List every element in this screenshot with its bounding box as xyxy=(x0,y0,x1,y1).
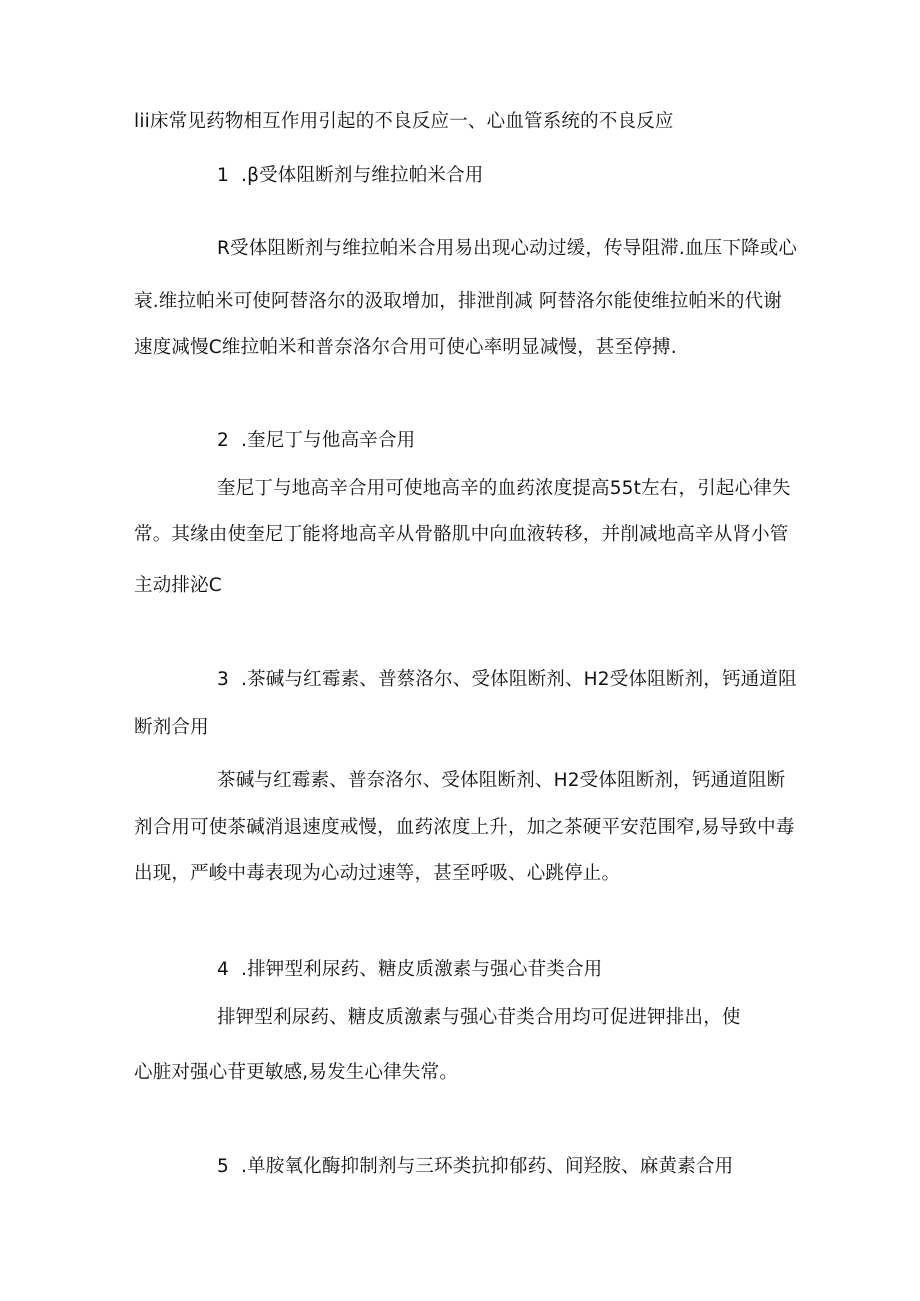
section-2-heading-text: .奎尼丁与他高辛合用 xyxy=(241,430,416,451)
section-3-heading-text: .茶碱与红霉素、普蔡洛尔、受体阻断剂、H2受体阻断剂，钙通道阻 xyxy=(241,669,797,690)
section-3-number: 3 xyxy=(217,669,229,690)
section-1-heading xyxy=(217,164,484,188)
section-5-heading-text: .单胺氧化酶抑制剂与三环类抗抑郁药、间羟胺、麻黄素合用 xyxy=(241,1156,734,1177)
section-3-heading-line-1 xyxy=(217,668,797,692)
section-1-number: 1 xyxy=(217,165,229,186)
document-title: lii床常见药物相互作用引起的不良反应一、心血管系统的不良反应 xyxy=(134,111,674,132)
section-2-paragraph-line-2: 常。其缘由使奎尼丁能将地高辛从骨骼肌中向血液转移，并削减地高辛从肾小管 xyxy=(134,524,789,545)
section-3-heading-line-2: 断剂合用 xyxy=(134,717,209,738)
section-2-paragraph-line-1: 奎尼丁与地高辛合用可使地高辛的血药浓度提高55t左右，引起心律失 xyxy=(217,478,791,499)
section-1-paragraph-line-3: 速度减慢C维拉帕米和普奈洛尔合用可使心率明显减慢，甚至停搏. xyxy=(134,337,677,358)
section-4-number: 4 xyxy=(217,959,229,980)
section-2-heading xyxy=(217,429,415,453)
section-4-heading xyxy=(217,958,602,982)
section-4-heading-text: .排钾型利尿药、糖皮质激素与强心苷类合用 xyxy=(241,959,603,980)
section-1-heading-text: .β受体阻断剂与维拉帕米合用 xyxy=(241,165,484,186)
section-1-paragraph-line-2: 衰.维拉帕米可使阿替洛尔的汲取增加，排泄削减 阿替洛尔能使维拉帕米的代谢 xyxy=(134,291,782,312)
section-5-number: 5 xyxy=(217,1156,229,1177)
section-5-heading xyxy=(217,1155,733,1179)
section-4-paragraph-line-1: 排钾型利尿药、糖皮质激素与强心苷类合用均可促进钾排出，使 xyxy=(217,1007,741,1028)
section-3-paragraph-line-2: 剂合用可使茶碱消退速度戒慢，血药浓度上升，加之茶硬平安范围窄,易导致中毒 xyxy=(134,817,795,838)
section-2-paragraph-line-3: 主动排泌C xyxy=(134,575,222,596)
section-1-paragraph-line-1: R受体阻断剂与维拉帕米合用易出现心动过缓，传导阻滞.血压下降或心 xyxy=(217,238,798,259)
section-4-paragraph-line-2: 心脏对强心苷更敏感,易发生心律失常。 xyxy=(134,1062,458,1083)
section-3-paragraph-line-1: 茶碱与红霉素、普奈洛尔、受体阻断剂、H2受体阻断剂，钙通道阻断 xyxy=(217,770,786,791)
section-2-number: 2 xyxy=(217,430,229,451)
section-3-paragraph-line-3: 出现，严峻中毒表现为心动过速等，甚至呼吸、心跳停止。 xyxy=(134,863,621,884)
